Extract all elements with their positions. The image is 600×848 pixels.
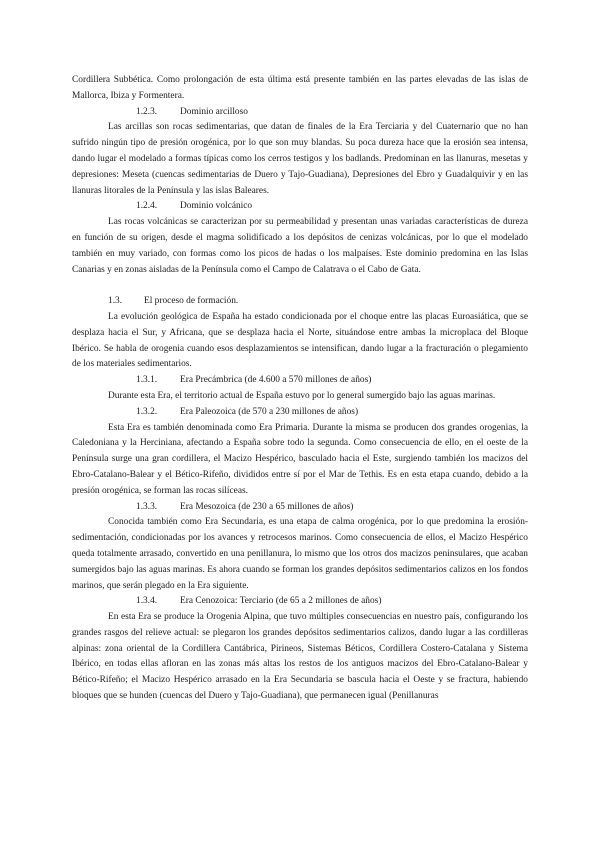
subsection-heading [72, 500, 528, 516]
subsection-heading [72, 405, 528, 421]
heading-title: Era Mesozoica (de 230 a 65 millones de años) [180, 501, 354, 512]
subsection-heading [72, 594, 528, 610]
document-page [72, 73, 528, 705]
paragraph: En esta Era se produce la Orogenia Alpina, que tuvo múltiples consecuencias en nuestro país, configurando los grandes rasgos del relieve actual: se plegaron los grandes depósitos sedimentarios calizos, dando lugar a las cordilleras alpinas: zona oriental de la Cordillera Cantábrica, Pirineos, Sistemas Béticos, Cordillera Costero-Catalana y Sistema Ibérico, en todas ellas afloran en las zonas más altas los restos de los antiguos macizos del Ebro-Catalano-Balear y Bético-Rifeño; el Macizo Hespérico arrasado en la Era Secundaria se bascula hacia el Oeste y se fractura, habiendo bloques que se hunden (cuencas del Duero y Tajo-Guadiana), que permanecen igual (Penillanuras [72, 612, 528, 702]
paragraph: Conocida también como Era Secundaria, es una etapa de calma orogénica, por lo que predomina la erosión-sedimentación, condicionadas por los avances y retrocesos marinos. Como consecuencia de ellos, el Macizo Hespérico queda totalmente arrasado, convertido en una penillanura, lo mismo que los otros dos macizos peninsulares, que acaban sumergidos bajo las aguas marinas. Es ahora cuando se forman los grandes depósitos sedimentarios calizos en los fondos marinos, que serán plegado en la Era siguiente. [72, 517, 528, 591]
heading-number: 1.2.4. [136, 201, 158, 212]
paragraph: Cordillera Subbética. Como prolongación de esta última está presente también en las partes elevadas de las islas de Mallorca, Ibiza y Formentera. [72, 75, 528, 101]
paragraph: Esta Era es también denominada como Era Primaria. Durante la misma se producen dos grandes orogenias, la Caledoniana y la Herciniana, afectando a España sobre todo la segunda. Como consecuencia de ello, en el oeste de la Península surge una gran cordillera, el Macizo Hespérico, basculado hacia el Este, surgiendo también los macizos del Ebro-Catalano-Balear y el Bético-Rifeño, divididos entre sí por el Mar de Tethis. Es en esta etapa cuando, debido a la presión orogénica, se forman las rocas silíceas. [72, 422, 528, 496]
subsection-heading [72, 373, 528, 389]
heading-title: Era Cenozoica: Terciario (de 65 a 2 millones de años) [180, 596, 382, 607]
section-heading [72, 294, 528, 310]
paragraph: La evolución geológica de España ha estado condicionada por el choque entre las placas Euroasiática, que se desplaza hacia el Sur, y Africana, que se desplaza hacia el Norte, situándose entre ambas la microplaca del Bloque Ibérico. Se habla de orogenia cuando esos desplazamientos se intensifican, dando lugar a la fracturación o plegamiento de los materiales sedimentarios. [72, 311, 528, 370]
heading-number: 1.3.4. [136, 596, 158, 607]
heading-number: 1.3.2. [136, 406, 158, 417]
heading-title: Era Precámbrica (de 4.600 a 570 millones de años) [180, 375, 372, 386]
paragraph: Las rocas volcánicas se caracterizan por su permeabilidad y presentan unas variadas características de dureza en función de su origen, desde el magma solidificado a los depósitos de cenizas volcánicas, por lo que el modelado también en muy variado, con formas como los picos de hadas o los malpaíses. Este dominio predomina en las Islas Canarias y en zonas aisladas de la Península como el Campo de Calatrava o el Cabo de Gata. [72, 217, 528, 275]
heading-title: Dominio arcilloso [180, 106, 248, 117]
subsection-heading [72, 105, 528, 121]
heading-number: 1.3. [108, 296, 123, 307]
blank-line [72, 278, 528, 294]
heading-number: 1.2.3. [136, 106, 158, 117]
heading-title: El proceso de formación. [144, 296, 239, 307]
heading-number: 1.3.1. [136, 375, 158, 386]
subsection-heading [72, 199, 528, 215]
heading-title: Dominio volcánico [180, 201, 253, 212]
heading-number: 1.3.3. [136, 501, 158, 512]
heading-title: Era Paleozoica (de 570 a 230 millones de años) [180, 406, 359, 417]
paragraph: Las arcillas son rocas sedimentarias, que datan de finales de la Era Terciaria y del Cuaternario que no han sufrido ningún tipo de presión orogénica, por lo que son muy blandas. Su poca dureza hace que la erosión sea intensa, dando lugar el modelado a formas típicas como los cerros testigos y los badlands. Predominan en las llanuras, mesetas y depresiones: Meseta (cuencas sedimentarias de Duero y Tajo-Guadiana), Depresiones del Ebro y Guadalquivir y en las llanuras litorales de la Península y las islas Baleares. [72, 122, 528, 196]
paragraph: Durante esta Era, el territorio actual de España estuvo por lo general sumergido bajo las aguas marinas. [108, 390, 496, 401]
